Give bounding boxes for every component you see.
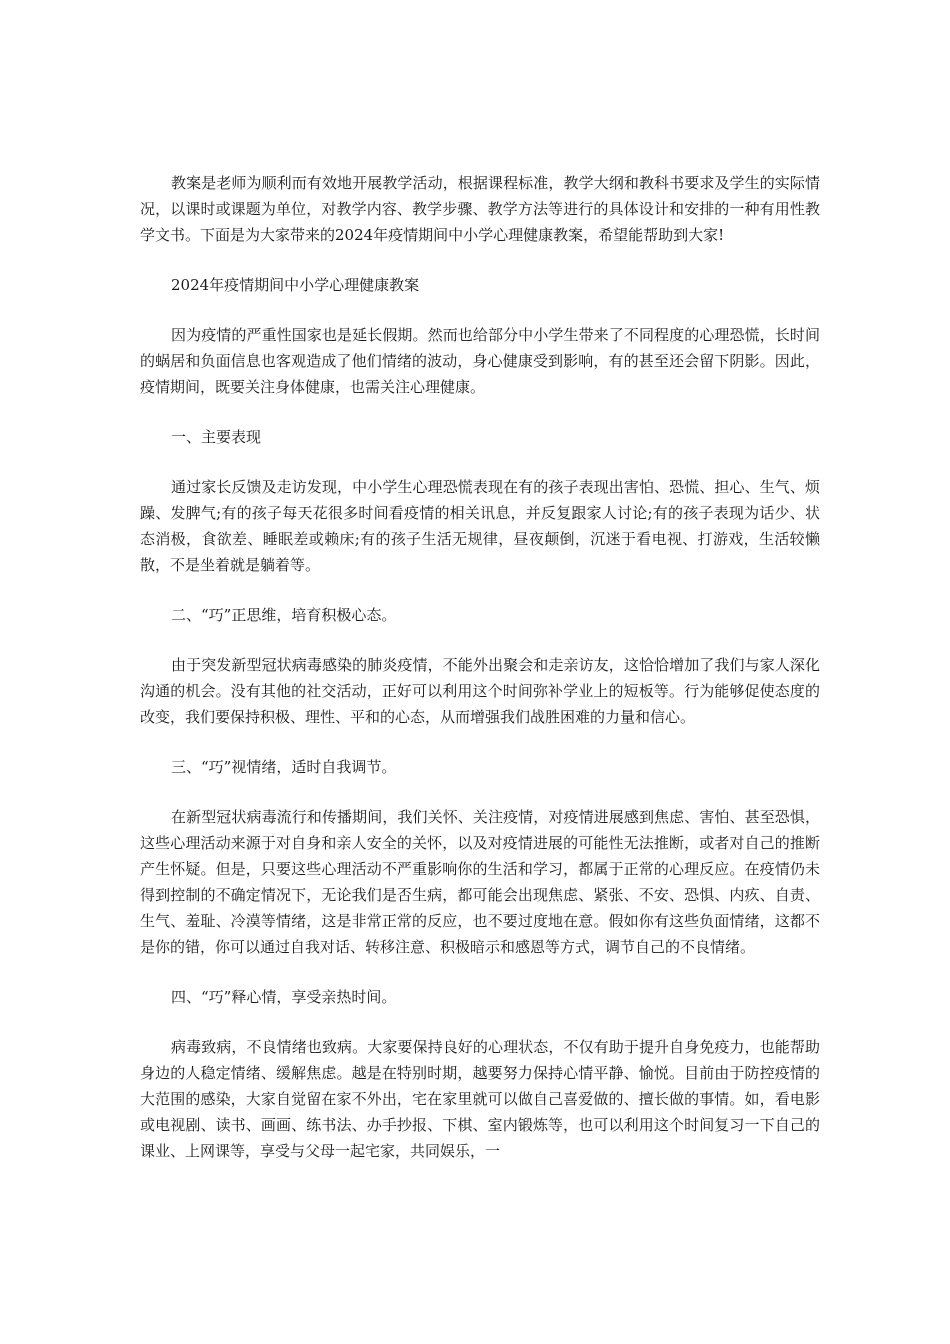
- intro-paragraph: 教案是老师为顺利而有效地开展教学活动，根据课程标准，教学大纲和教科书要求及学生的实际情况，以课时或课题为单位，对教学内容、教学步骤、教学方法等进行的具体设计和安排的一种有用性教学文书。下面是为大家带来的2024年疫情期间中小学心理健康教案，希望能帮助到大家!: [140, 174, 820, 244]
- section-1-paragraph: 通过家长反馈及走访发现，中小学生心理恐慌表现在有的孩子表现出害怕、恐慌、担心、生气、烦躁、发脾气;有的孩子每天花很多时间看疫情的相关讯息，并反复跟家人讨论;有的孩子表现为话少、状态消极，食欲差、睡眠差或赖床;有的孩子生活无规律，昼夜颠倒，沉迷于看电视、打游戏，生活较懒散，不是坐着就是躺着等。: [140, 478, 820, 574]
- section-3-paragraph: 在新型冠状病毒流行和传播期间，我们关怀、关注疫情，对疫情进展感到焦虑、害怕、甚至恐惧，这些心理活动来源于对自身和亲人安全的关怀，以及对疫情进展的可能性无法推断，或者对自己的推断产生怀疑。但是，只要这些心理活动不严重影响你的生活和学习，都属于正常的心理反应。在疫情仍未得到控制的不确定情况下，无论我们是否生病，都可能会出现焦虑、紧张、不安、恐惧、内疚、自责、生气、羞耻、冷漠等情绪，这是非常正常的反应，也不要过度地在意。假如你有这些负面情绪，这都不是你的错，你可以通过自我对话、转移注意、积极暗示和感恩等方式，调节自己的不良情绪。: [140, 808, 820, 956]
- section-2-paragraph: 由于突发新型冠状病毒感染的肺炎疫情，不能外出聚会和走亲访友，这恰恰增加了我们与家人深化沟通的机会。没有其他的社交活动，正好可以利用这个时间弥补学业上的短板等。行为能够促使态度的改变，我们要保持积极、理性、平和的心态，从而增强我们战胜困难的力量和信心。: [140, 656, 820, 726]
- section-2-heading: 二、“巧”正思维，培育积极心态。: [171, 606, 397, 624]
- section-4-heading: 四、“巧”释心情，享受亲热时间。: [171, 988, 397, 1006]
- section-4-paragraph: 病毒致病，不良情绪也致病。大家要保持良好的心理状态，不仅有助于提升自身免疫力，也能帮助身边的人稳定情绪、缓解焦虑。越是在特别时期，越要努力保持心情平静、愉悦。目前由于防控疫情的大范围的感染，大家自觉留在家不外出，宅在家里就可以做自己喜爱做的、擅长做的事情。如，看电影或电视剧、读书、画画、练书法、办手抄报、下棋、室内锻炼等，也可以利用这个时间复习一下自己的课业、上网课等，享受与父母一起宅家，共同娱乐，一: [140, 1038, 820, 1160]
- preface-paragraph: 因为疫情的严重性国家也是延长假期。然而也给部分中小学生带来了不同程度的心理恐慌，长时间的蜗居和负面信息也客观造成了他们情绪的波动，身心健康受到影响，有的甚至还会留下阴影。因此，疫情期间，既要关注身体健康，也需关注心理健康。: [140, 326, 820, 396]
- document-title: 2024年疫情期间中小学心理健康教案: [171, 276, 420, 294]
- section-3-heading: 三、“巧”视情绪，适时自我调节。: [171, 758, 397, 776]
- section-1-heading: 一、主要表现: [171, 428, 262, 446]
- document-page: [140, 170, 820, 1188]
